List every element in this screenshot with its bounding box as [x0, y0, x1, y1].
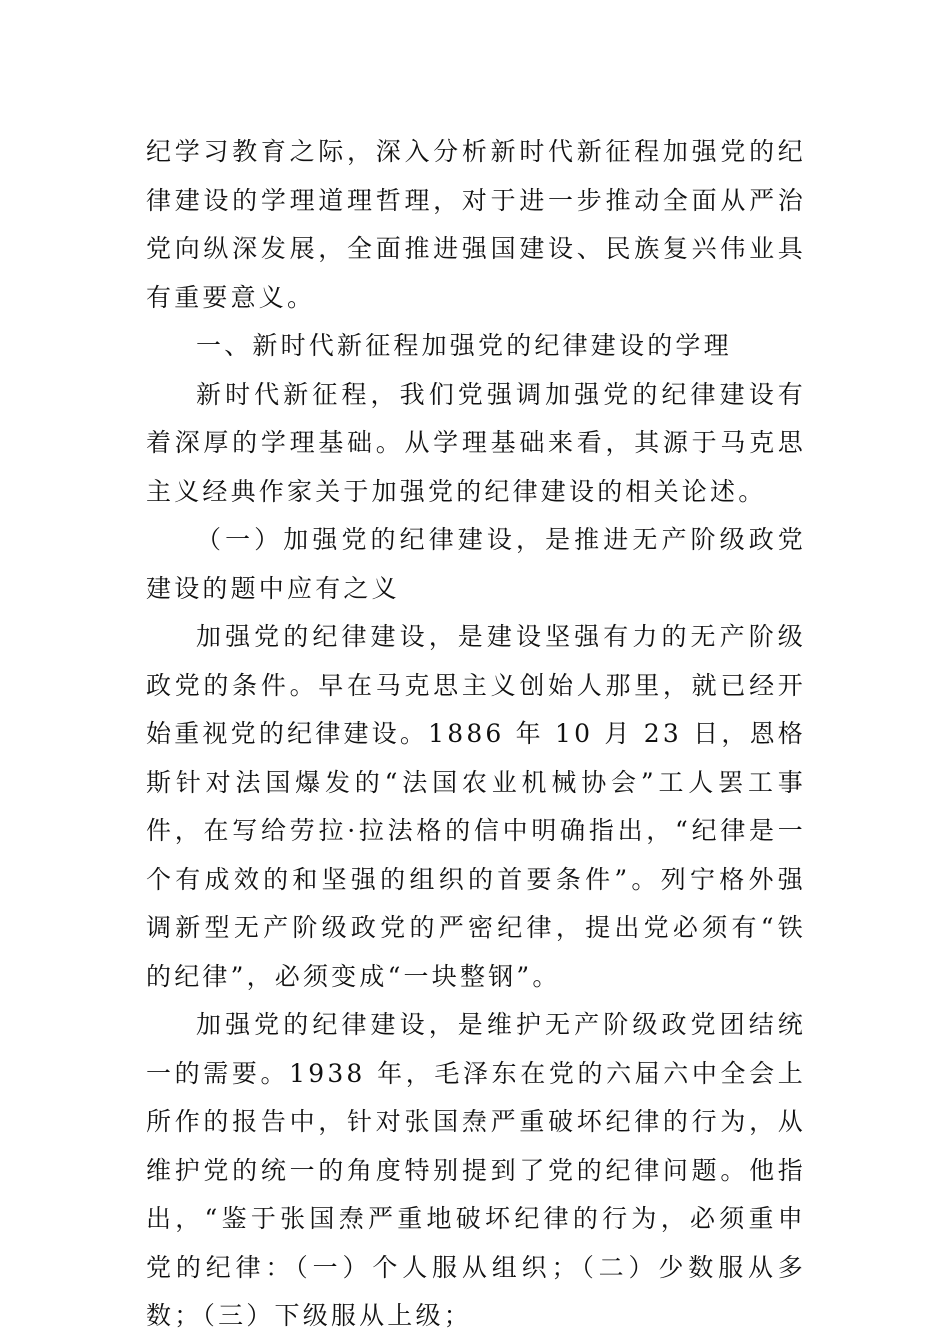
- paragraph-intro-continuation: 纪学习教育之际，深入分析新时代新征程加强党的纪律建设的学理道理哲理，对于进一步推动全面从严治党向纵深发展，全面推进强国建设、民族复兴伟业具有重要意义。: [146, 137, 806, 312]
- subsection-heading-1: （一）加强党的纪律建设，是推进无产阶级政党建设的题中应有之义: [146, 525, 806, 603]
- section-heading-1: 一、新时代新征程加强党的纪律建设的学理: [196, 331, 732, 360]
- paragraph-1: 新时代新征程，我们党强调加强党的纪律建设有着深厚的学理基础。从学理基础来看，其源于马克思主义经典作家关于加强党的纪律建设的相关论述。: [146, 379, 806, 506]
- paragraph-3: 加强党的纪律建设，是维护无产阶级政党团结统一的需要。1938 年，毛泽东在党的六届六中全会上所作的报告中，针对张国焘严重破坏纪律的行为，从维护党的统一的角度特别提到了党的纪律问题。他指出，“鉴于张国焘严重地破坏纪律的行为，必须重申党的纪律：（一）个人服从组织；（二）少数服从多数；（三）下级服从上级；: [146, 1010, 806, 1330]
- document-body: [146, 128, 806, 1341]
- paragraph-2: 加强党的纪律建设，是建设坚强有力的无产阶级政党的条件。早在马克思主义创始人那里，就已经开始重视党的纪律建设。1886 年 10 月 23 日，恩格斯针对法国爆发的“法国农业机械协会”工人罢工事件，在写给劳拉·拉法格的信中明确指出，“纪律是一个有成效的和坚强的组织的首要条件”。列宁格外强调新型无产阶级政党的严密纪律，提出党必须有“铁的纪律”，必须变成“一块整钢”。: [146, 622, 806, 991]
